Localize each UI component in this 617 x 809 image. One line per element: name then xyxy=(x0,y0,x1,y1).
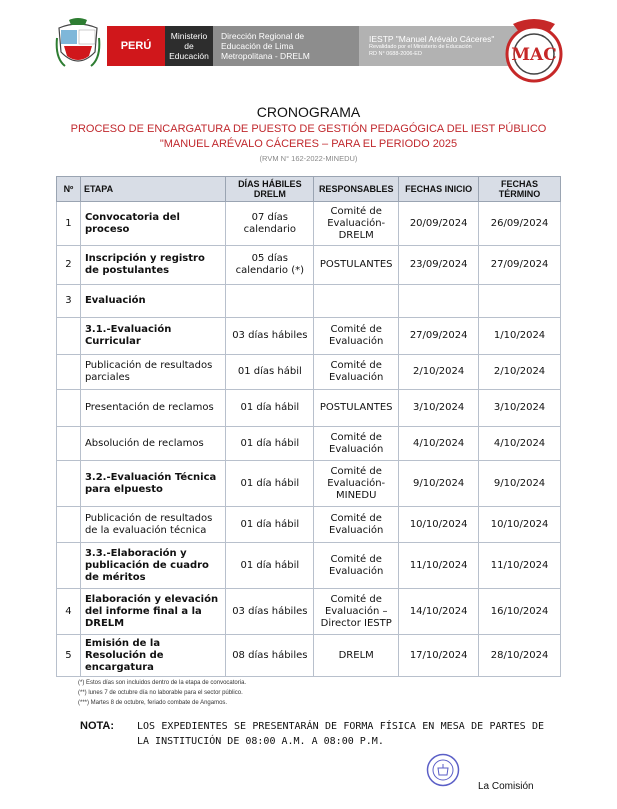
schedule-table xyxy=(56,176,561,677)
row-dias: 01 día hábil xyxy=(226,507,314,543)
row-number xyxy=(57,390,81,427)
drelm-label: Dirección Regional de Educación de Lima Metropolitana - DRELM xyxy=(213,26,359,66)
row-inicio: 3/10/2024 xyxy=(399,390,479,427)
ministerio-label: Ministerio de Educación xyxy=(165,26,213,66)
peru-coat-of-arms-icon xyxy=(55,18,101,74)
table-header-row xyxy=(57,177,561,202)
header-number: Nº xyxy=(57,177,81,202)
row-number xyxy=(57,507,81,543)
row-number xyxy=(57,318,81,355)
row-responsables: Comité de Evaluación – Director IESTP xyxy=(314,589,399,635)
institution-stamp-icon xyxy=(426,753,460,787)
row-responsables: Comité de Evaluación- MINEDU xyxy=(314,461,399,507)
row-dias: 08 días hábiles xyxy=(226,635,314,677)
table-row xyxy=(57,202,561,246)
header-fecha-inicio: FECHAS INICIO xyxy=(399,177,479,202)
table-row xyxy=(57,461,561,507)
row-inicio: 20/09/2024 xyxy=(399,202,479,246)
row-termino: 9/10/2024 xyxy=(479,461,561,507)
row-etapa: Publicación de resultados de la evaluación técnica xyxy=(80,507,226,543)
row-termino: 16/10/2024 xyxy=(479,589,561,635)
row-termino: 26/09/2024 xyxy=(479,202,561,246)
row-dias: 01 día hábil xyxy=(226,543,314,589)
institution-banner xyxy=(107,26,542,66)
row-dias: 01 día hábil xyxy=(226,461,314,507)
row-etapa: Convocatoria del proceso xyxy=(80,202,226,246)
row-termino: 3/10/2024 xyxy=(479,390,561,427)
row-responsables: Comité de Evaluación xyxy=(314,427,399,461)
row-dias: 03 días hábiles xyxy=(226,589,314,635)
footnote: (*) Estos días son incluidos dentro de la etapa de convocatoria. xyxy=(78,680,247,686)
rvm-reference: (RVM N° 162-2022-MINEDU) xyxy=(259,154,358,163)
row-etapa: Publicación de resultados parciales xyxy=(80,355,226,390)
header-fecha-termino: FECHAS TÉRMINO xyxy=(479,177,561,202)
row-termino xyxy=(479,285,561,318)
table-row xyxy=(57,285,561,318)
iestp-rd: RD N° 0688-2006-ED xyxy=(369,51,422,57)
row-etapa: 3.3.-Elaboración y publicación de cuadro de méritos xyxy=(80,543,226,589)
table-row xyxy=(57,246,561,285)
row-number: 4 xyxy=(57,589,81,635)
row-dias: 03 días hábiles xyxy=(226,318,314,355)
row-dias: 01 día hábil xyxy=(226,390,314,427)
row-dias: 01 días hábil xyxy=(226,355,314,390)
row-inicio xyxy=(399,285,479,318)
row-dias xyxy=(226,285,314,318)
iestp-revalidado: Revalidado por el Ministerio de Educación xyxy=(369,44,472,50)
row-inicio: 11/10/2024 xyxy=(399,543,479,589)
header-dias: DÍAS HÁBILES DRELM xyxy=(226,177,314,202)
row-etapa: 3.2.-Evaluación Técnica para elpuesto xyxy=(80,461,226,507)
document-title: CRONOGRAMA xyxy=(256,104,361,120)
table-row xyxy=(57,635,561,677)
row-responsables: DRELM xyxy=(314,635,399,677)
row-number xyxy=(57,543,81,589)
row-number xyxy=(57,355,81,390)
signature-comision: La Comisión xyxy=(478,781,534,792)
table-row xyxy=(57,318,561,355)
row-termino: 10/10/2024 xyxy=(479,507,561,543)
table-row xyxy=(57,390,561,427)
row-termino: 1/10/2024 xyxy=(479,318,561,355)
row-number: 5 xyxy=(57,635,81,677)
footnote: (**) lunes 7 de octubre día no laborable para el sector público. xyxy=(78,690,243,696)
row-responsables: Comité de Evaluación- DRELM xyxy=(314,202,399,246)
row-inicio: 10/10/2024 xyxy=(399,507,479,543)
row-etapa: 3.1.-Evaluación Curricular xyxy=(80,318,226,355)
table-row xyxy=(57,543,561,589)
row-inicio: 9/10/2024 xyxy=(399,461,479,507)
row-responsables: Comité de Evaluación xyxy=(314,318,399,355)
footnotes xyxy=(78,678,246,708)
nota-label: NOTA: xyxy=(80,720,115,732)
process-title-line1: PROCESO DE ENCARGATURA DE PUESTO DE GESTIÓN PEDAGÓGICA DEL IEST PÚBLICO xyxy=(70,123,547,135)
peru-label: PERÚ xyxy=(107,26,165,66)
row-inicio: 4/10/2024 xyxy=(399,427,479,461)
iestp-name: IESTP "Manuel Arévalo Cáceres" xyxy=(369,34,495,44)
row-dias: 01 día hábil xyxy=(226,427,314,461)
row-inicio: 23/09/2024 xyxy=(399,246,479,285)
row-etapa: Evaluación xyxy=(80,285,226,318)
row-etapa: Emisión de la Resolución de encargatura xyxy=(80,635,226,677)
row-etapa: Elaboración y elevación del informe final a la DRELM xyxy=(80,589,226,635)
row-etapa: Absolución de reclamos xyxy=(80,427,226,461)
table-row xyxy=(57,507,561,543)
row-number: 3 xyxy=(57,285,81,318)
row-number xyxy=(57,427,81,461)
process-title-line2: "MANUEL ARÉVALO CÁCERES – PARA EL PERIODO 2025 xyxy=(159,138,458,150)
row-termino: 2/10/2024 xyxy=(479,355,561,390)
header-responsables: RESPONSABLES xyxy=(314,177,399,202)
row-number: 1 xyxy=(57,202,81,246)
row-inicio: 2/10/2024 xyxy=(399,355,479,390)
row-responsables: POSTULANTES xyxy=(314,390,399,427)
iestp-logo-icon xyxy=(503,10,565,84)
row-responsables: Comité de Evaluación xyxy=(314,355,399,390)
row-number xyxy=(57,461,81,507)
row-responsables xyxy=(314,285,399,318)
row-responsables: Comité de Evaluación xyxy=(314,507,399,543)
row-termino: 27/09/2024 xyxy=(479,246,561,285)
letterhead xyxy=(55,10,565,88)
nota-text: LOS EXPEDIENTES SE PRESENTARÁN DE FORMA FÍSICA EN MESA DE PARTES DE LA INSTITUCIÓN DE 08:00 A.M. A 08:00 P.M. xyxy=(137,721,544,747)
table-row xyxy=(57,427,561,461)
table-row xyxy=(57,355,561,390)
row-termino: 28/10/2024 xyxy=(479,635,561,677)
row-responsables: Comité de Evaluación xyxy=(314,543,399,589)
table-row xyxy=(57,589,561,635)
row-inicio: 27/09/2024 xyxy=(399,318,479,355)
row-responsables: POSTULANTES xyxy=(314,246,399,285)
row-number: 2 xyxy=(57,246,81,285)
svg-text:MAC: MAC xyxy=(511,45,557,65)
row-termino: 4/10/2024 xyxy=(479,427,561,461)
row-termino: 11/10/2024 xyxy=(479,543,561,589)
row-etapa: Inscripción y registro de postulantes xyxy=(80,246,226,285)
row-dias: 05 días calendario (*) xyxy=(226,246,314,285)
row-inicio: 17/10/2024 xyxy=(399,635,479,677)
row-dias: 07 días calendario xyxy=(226,202,314,246)
row-etapa: Presentación de reclamos xyxy=(80,390,226,427)
footnote: (***) Martes 8 de octubre, feriado combate de Angamos. xyxy=(78,700,228,706)
row-inicio: 14/10/2024 xyxy=(399,589,479,635)
header-etapa: ETAPA xyxy=(80,177,226,202)
